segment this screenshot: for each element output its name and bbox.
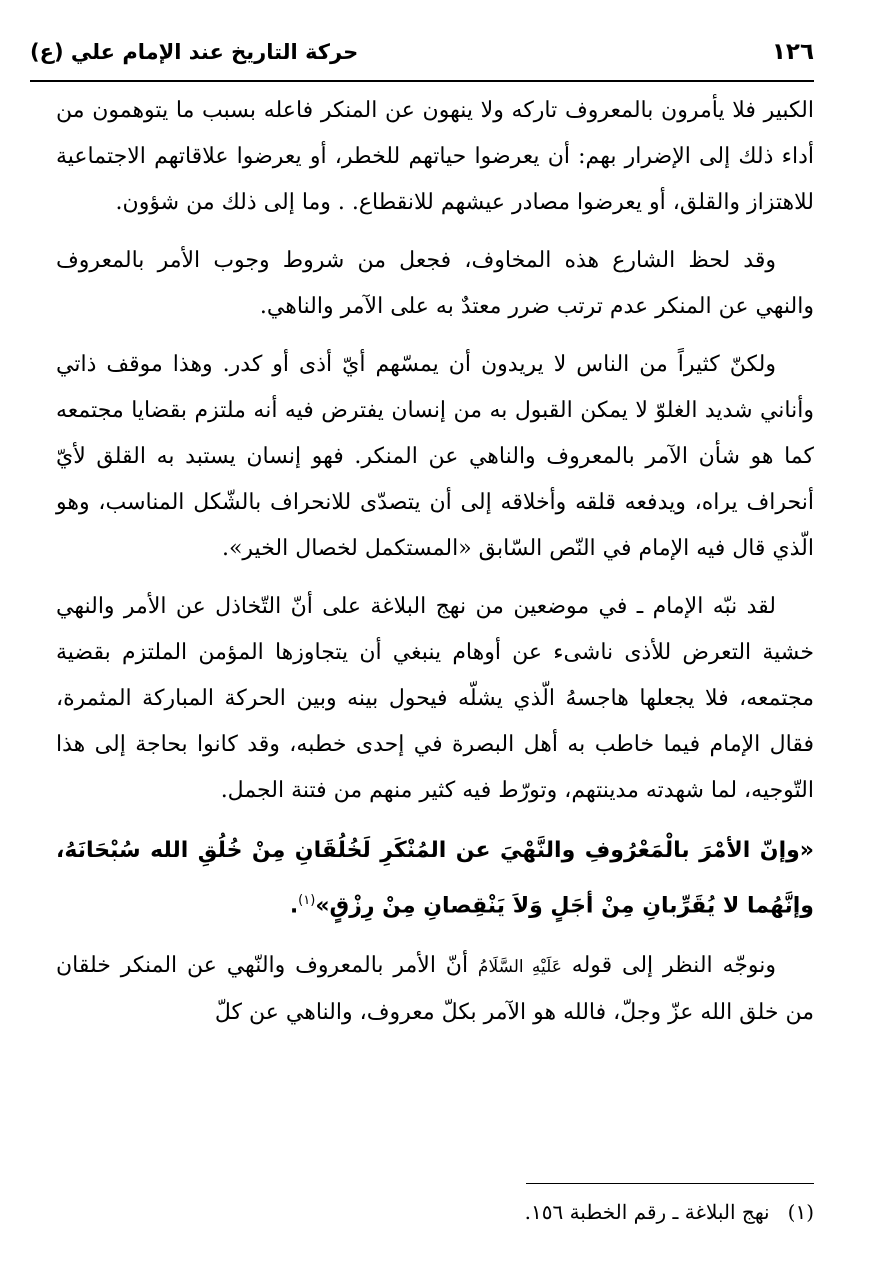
page-header	[30, 28, 814, 76]
running-title: حركة التاريخ عند الإمام علي (ع)	[30, 40, 359, 64]
footnote-number: (١)	[787, 1200, 814, 1224]
footnote-rule	[526, 1183, 814, 1184]
closing-paragraph	[56, 943, 814, 1036]
footnote	[56, 1200, 814, 1224]
quote-text: «وإنّ الأمْرَ بالْمَعْرُوفِ والنَّهْيَ عن المُنْكَرِ لَخُلُقَانِ مِنْ خُلُقِ الله سُبْحَانَهُ، وإنَّهُما لا يُقَرِّبانِ مِنْ أجَلٍ وَلاَ يَنْقِصانِ مِنْ رِزْقٍ»	[56, 838, 814, 919]
header-rule	[30, 80, 814, 82]
hadith-quote	[56, 826, 814, 931]
paragraph: الكبير فلا يأمرون بالمعروف تاركه ولا ينهون عن المنكر فاعله بسبب ما يتوهمون من أداء ذلك إلى الإضرار بهم: أن يعرضوا حياتهم للخطر، أو يعرضوا علاقاتهم الاجتماعية للاهتزاز والقلق، أو يعرضوا مصادر عيشهم للانقطاع. . وما إلى ذلك من شؤون.	[56, 98, 814, 215]
paragraph: ولكنّ كثيراً من الناس لا يريدون أن يمسّهم أيّ أذى أو كدر. وهذا موقف ذاتي وأناني شديد الغلوّ لا يمكن القبول به من إنسان يفترض فيه أنه ملتزم بقضايا مجتمعه كما هو شأن الآمر بالمعروف والناهي عن المنكر. فهو إنسان يستبد به القلق لأيّ أنحراف يراه، ويدفعه قلقه وأخلاقه إلى أن يتصدّى للانحراف بالشّكل المناسب، وهو الّذي قال فيه الإمام في النّص السّابق «المستكمل لخصال الخير».	[56, 352, 814, 561]
paragraph: وقد لحظ الشارع هذه المخاوف، فجعل من شروط وجوب الأمر بالمعروف والنهي عن المنكر عدم ترتب ضرر معتدٌ به على الآمر والناهي.	[56, 248, 814, 319]
closing-before: ونوجّه النظر إلى قوله	[571, 953, 776, 979]
paragraph: لقد نبّه الإمام ـ في موضعين من نهج البلاغة على أنّ التّخاذل عن الأمر والنهي خشية التعرض للأذى ناشىء عن أوهام ينبغي أن يتجاوزها المؤمن الملتزم بقضية مجتمعه، فلا يجعلها هاجسهُ الّذي يشلّه فيحول بينه وبين الحركة المباركة المثمرة، فقال الإمام فيما خاطب به أهل البصرة في إحدى خطبه، وقد كانوا بحاجة إلى هذا التّوجيه، لما شهدته مدينتهم، وتورّط فيه كثير منهم من فتنة الجمل.	[56, 594, 814, 803]
body-text	[56, 88, 814, 1048]
footnote-text: نهج البلاغة ـ رقم الخطبة ١٥٦.	[524, 1200, 770, 1224]
page-number: ١٢٦	[771, 39, 814, 65]
quote-end: .	[289, 893, 299, 919]
footnote-reference: (١)	[298, 893, 316, 908]
closing-after: أنّ الأمر بالمعروف والنّهي عن المنكر خلقان من خلق الله عزّ وجلّ، فالله هو الآمر بكلّ معروف، والناهي عن كلّ	[56, 953, 814, 1026]
honorific-glyph: عَلَيْهِ السَّلَامُ	[477, 957, 562, 978]
